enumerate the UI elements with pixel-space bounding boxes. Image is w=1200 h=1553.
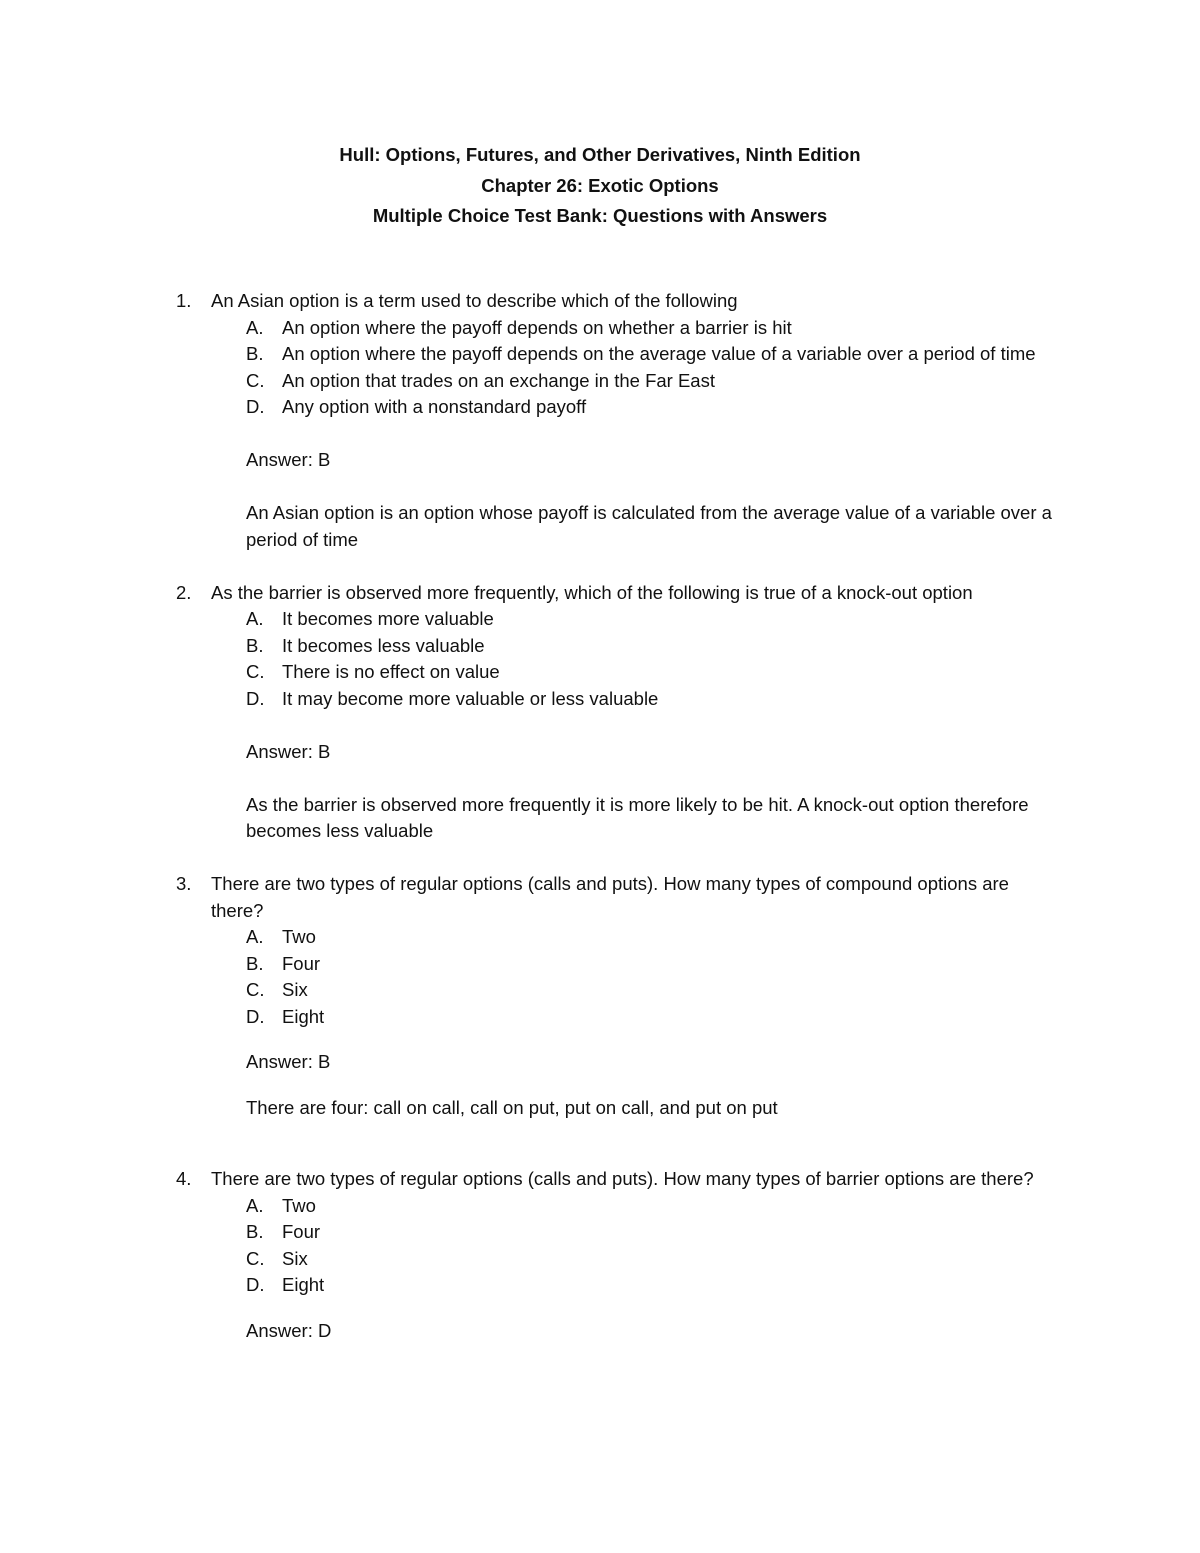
option-text: Eight [282, 1005, 325, 1027]
option-text: Two [282, 926, 316, 947]
option-text: Any option with a nonstandard payoff [282, 396, 587, 417]
option-letter: B. [246, 634, 264, 656]
answer-line: Answer: B [246, 449, 331, 470]
option-letter: B. [246, 1221, 264, 1242]
question-text: As the barrier is observed more frequently, which of the following is true of a knock-out option [211, 581, 973, 603]
option-text: It becomes more valuable [282, 608, 494, 629]
option-letter: B. [246, 952, 264, 974]
document-header [0, 140, 1200, 232]
option-a [0, 606, 1200, 633]
option-letter: D. [246, 1274, 265, 1295]
option-letter: C. [246, 979, 265, 1000]
questions-list [0, 288, 1200, 1344]
option-d [0, 394, 1200, 421]
answer-explanation: An Asian option is an option whose payoff is calculated from the average value of a variable over a period of time [246, 502, 1052, 550]
option-a [0, 315, 1200, 342]
option-letter: A. [246, 926, 264, 947]
option-d [0, 1004, 1200, 1031]
question-number: 3. [176, 873, 192, 894]
option-c [0, 368, 1200, 395]
question-text: An Asian option is a term used to describe which of the following [211, 290, 738, 311]
option-letter: A. [246, 608, 264, 629]
option-c [0, 1246, 1200, 1273]
question-1-options [0, 315, 1200, 421]
option-text: Four [282, 952, 321, 974]
option-c [0, 977, 1200, 1004]
option-letter: C. [246, 661, 265, 682]
answer-line: Answer: D [246, 1319, 332, 1341]
option-letter: B. [246, 343, 264, 364]
option-text: Eight [282, 1274, 325, 1295]
option-letter: A. [246, 1194, 264, 1216]
option-letter: C. [246, 369, 265, 391]
option-c [0, 659, 1200, 686]
question-1 [0, 288, 1200, 315]
option-letter: D. [246, 396, 265, 417]
question-number: 4. [176, 1168, 192, 1189]
option-b [0, 633, 1200, 660]
option-text: There is no effect on value [282, 661, 500, 682]
option-text: An option where the payoff depends on whether a barrier is hit [282, 316, 792, 338]
question-3 [0, 871, 1200, 924]
option-text: Two [282, 1194, 316, 1216]
question-number: 2. [176, 581, 192, 603]
test-bank-title: Multiple Choice Test Bank: Questions with Answers [372, 205, 828, 226]
option-letter: C. [246, 1247, 265, 1269]
question-text: There are two types of regular options (calls and puts). How many types of compound options are there? [211, 873, 1009, 921]
question-number: 1. [176, 290, 192, 311]
answer-line: Answer: B [246, 740, 331, 762]
option-b [0, 951, 1200, 978]
option-letter: A. [246, 316, 264, 338]
answer-explanation: There are four: call on call, call on put, put on call, and put on put [246, 1096, 778, 1118]
option-letter: D. [246, 1005, 265, 1027]
question-2 [0, 580, 1200, 607]
option-text: An option that trades on an exchange in the Far East [282, 369, 715, 391]
question-4 [0, 1166, 1200, 1193]
option-text: Six [282, 979, 308, 1000]
answer-line: Answer: B [246, 1051, 331, 1072]
question-3-options [0, 924, 1200, 1030]
option-letter: D. [246, 687, 265, 709]
option-text: It becomes less valuable [282, 634, 485, 656]
chapter-title: Chapter 26: Exotic Options [481, 174, 719, 196]
option-d [0, 1272, 1200, 1299]
question-2-options [0, 606, 1200, 712]
question-4-options [0, 1193, 1200, 1299]
option-b [0, 341, 1200, 368]
option-b [0, 1219, 1200, 1246]
option-d [0, 686, 1200, 713]
option-a [0, 1193, 1200, 1220]
option-text: It may become more valuable or less valuable [282, 687, 659, 709]
option-text: Four [282, 1221, 321, 1242]
option-a [0, 924, 1200, 951]
book-title: Hull: Options, Futures, and Other Derivatives, Ninth Edition [339, 144, 861, 165]
question-text: There are two types of regular options (calls and puts). How many types of barrier options are there? [211, 1168, 1034, 1189]
answer-explanation: As the barrier is observed more frequently it is more likely to be hit. A knock-out option therefore becomes less valuable [246, 793, 1029, 841]
option-text: An option where the payoff depends on the average value of a variable over a period of time [282, 343, 1036, 364]
option-text: Six [282, 1247, 308, 1269]
